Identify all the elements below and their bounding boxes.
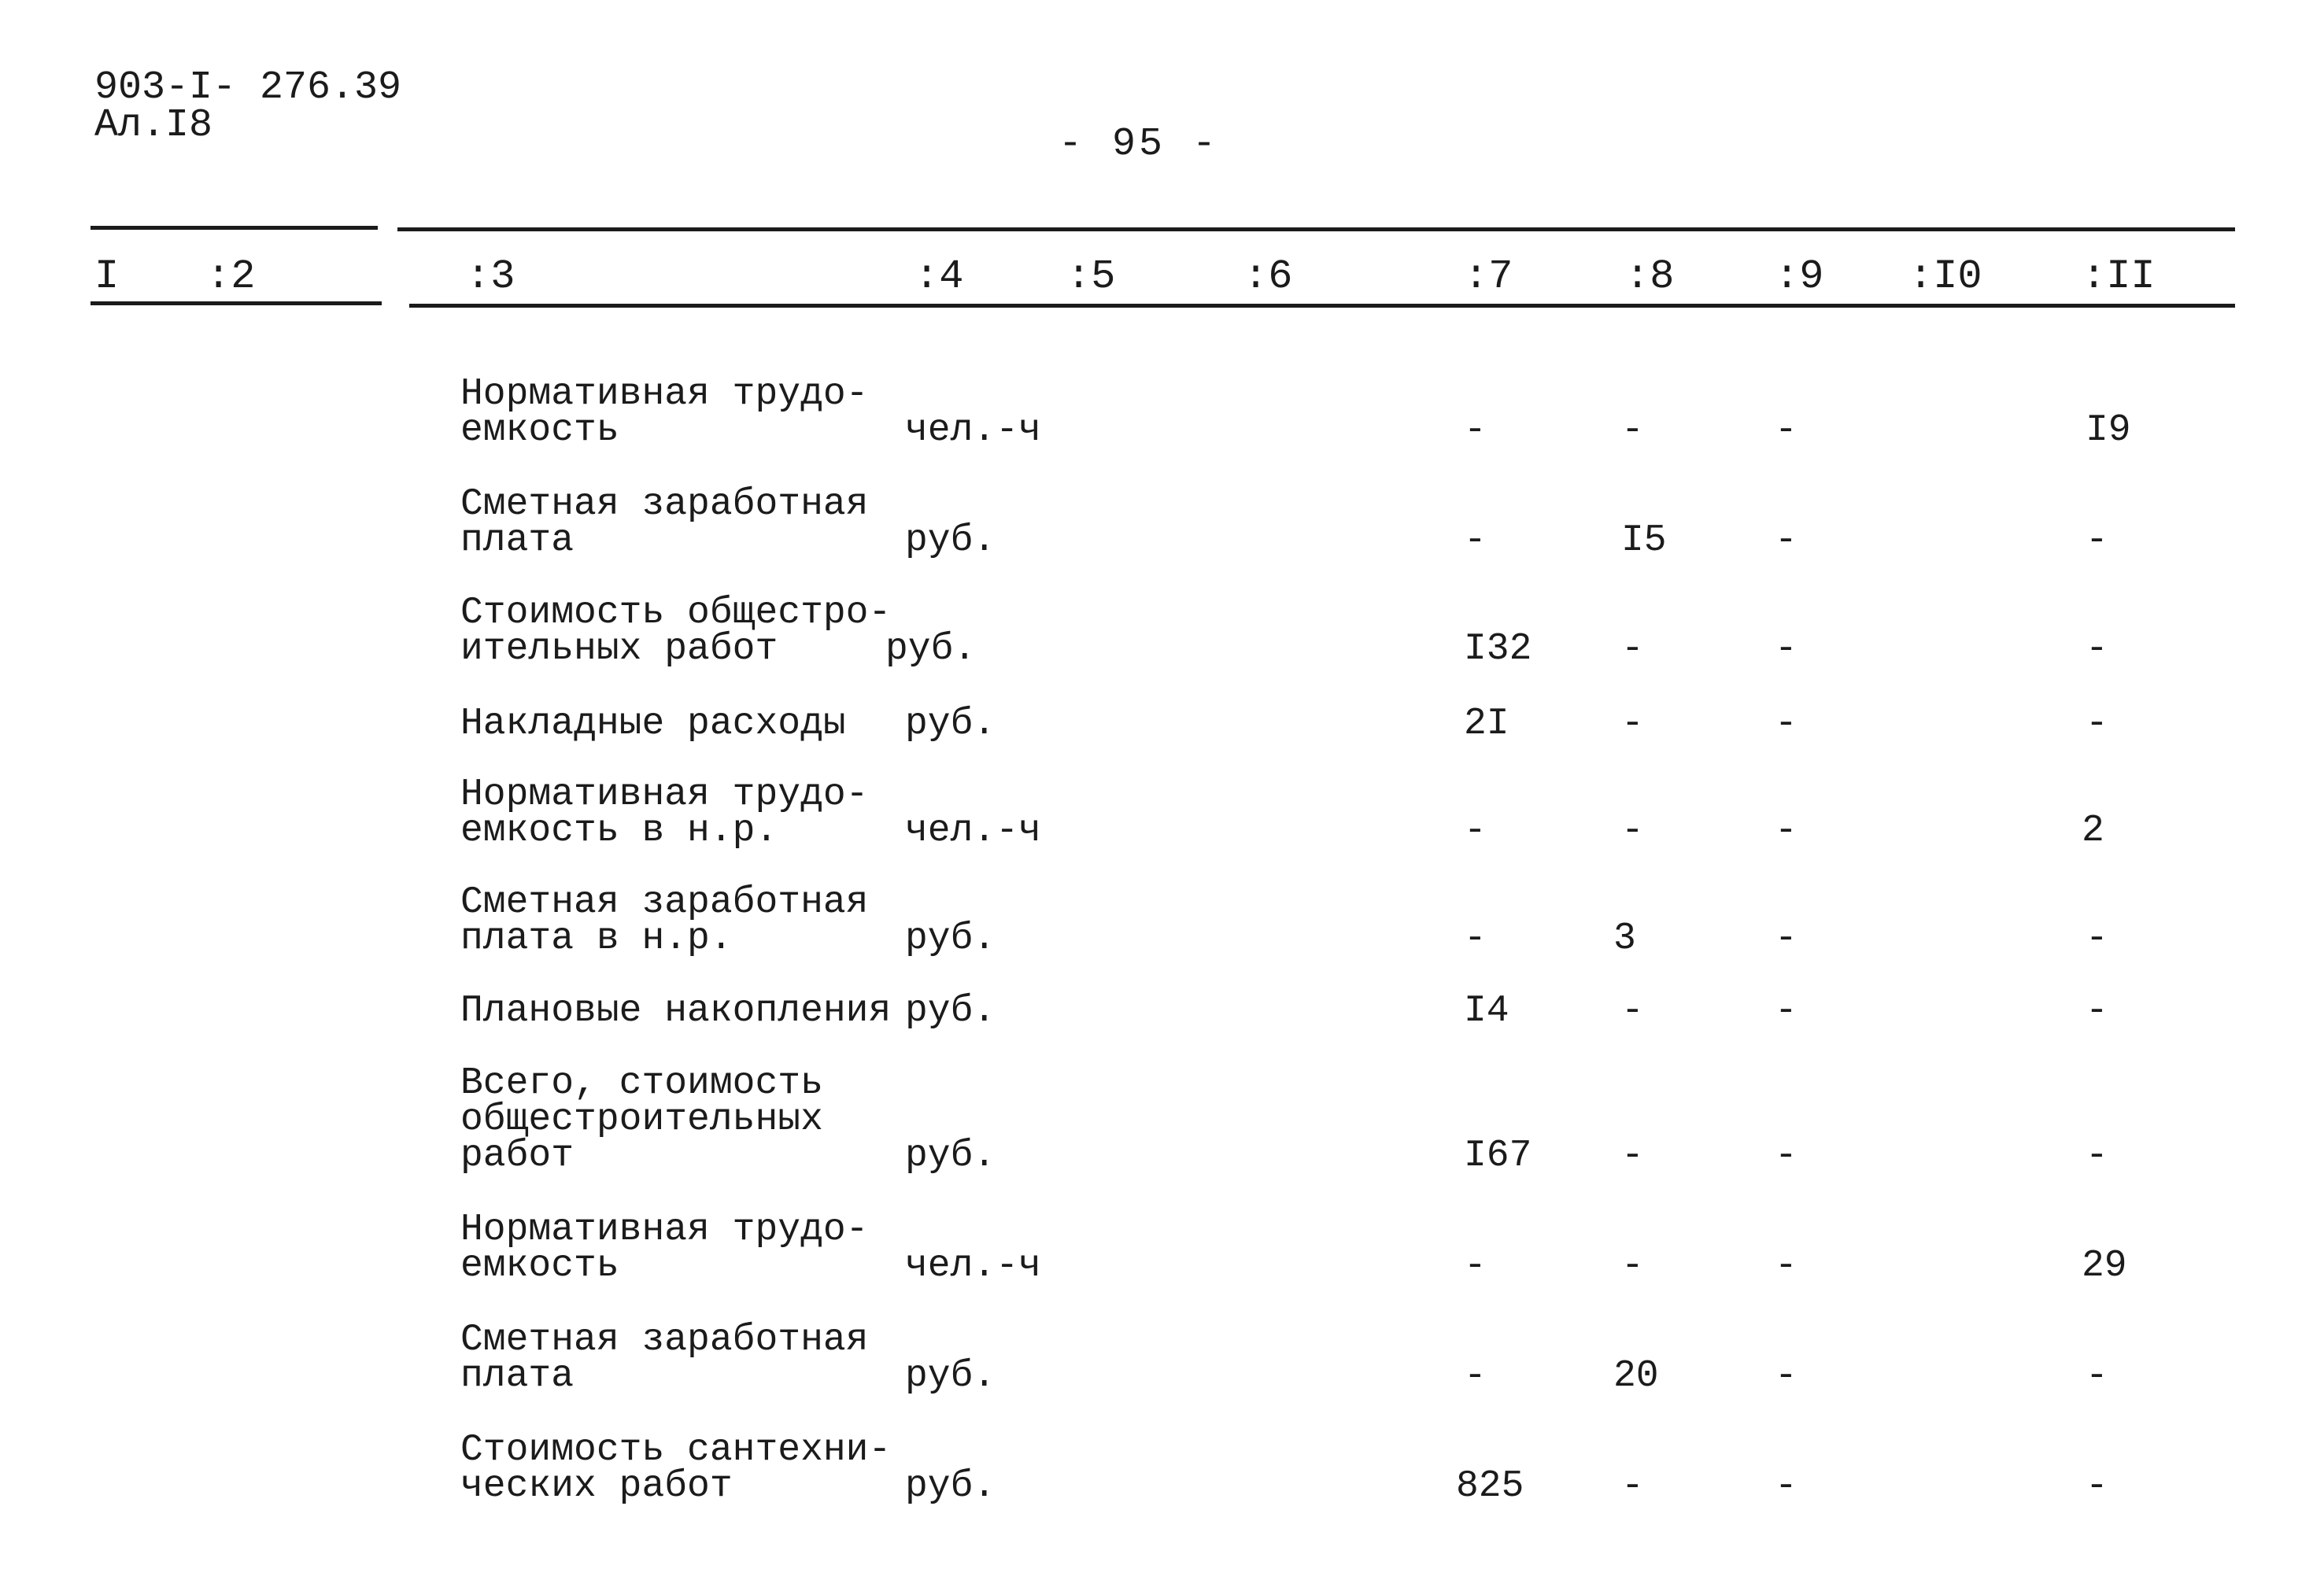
row-4-col7: 2I [1464, 703, 1509, 745]
row-2-col9: - [1775, 519, 1797, 562]
row-8-col8: - [1621, 1135, 1644, 1177]
row-6-unit: руб. [905, 917, 996, 960]
row-9-col9: - [1775, 1245, 1797, 1287]
col-header-11: :II [2082, 253, 2156, 300]
col-header-7: :7 [1464, 253, 1513, 300]
row-4-col8: - [1621, 703, 1644, 745]
col-header-4: :4 [914, 253, 964, 300]
row-11-description: Стоимость сантехни- ческих работ [460, 1429, 892, 1508]
row-7-unit: руб. [905, 990, 996, 1032]
row-2-description: Сметная заработная плата [460, 483, 869, 562]
row-5-col11: 2 [2082, 810, 2104, 852]
row-3-col7: I32 [1464, 628, 1532, 670]
row-9-description: Нормативная трудо- емкость [460, 1209, 869, 1287]
row-5-col7: - [1464, 810, 1487, 852]
row-4-description: Накладные расходы [460, 703, 846, 745]
col-header-6: :6 [1243, 253, 1293, 300]
row-10-description: Сметная заработная плата [460, 1319, 869, 1397]
row-2-col7: - [1464, 519, 1487, 562]
row-10-col7: - [1464, 1355, 1487, 1397]
row-1-col11: I9 [2086, 409, 2131, 452]
row-7-col7: I4 [1464, 990, 1509, 1032]
row-7-col9: - [1775, 990, 1797, 1032]
col-header-9: :9 [1775, 253, 1824, 300]
row-10-col11: - [2086, 1355, 2108, 1397]
row-7-description: Плановые накопления [460, 990, 892, 1032]
row-10-col8: 20 [1613, 1355, 1659, 1397]
row-5-col9: - [1775, 810, 1797, 852]
row-4-col9: - [1775, 703, 1797, 745]
row-5-unit: чел.-ч [905, 810, 1041, 852]
row-8-unit: руб. [905, 1135, 996, 1177]
header-top-rule-left [91, 226, 378, 230]
row-8-col9: - [1775, 1135, 1797, 1177]
row-7-col8: - [1621, 990, 1644, 1032]
row-3-col8: - [1621, 628, 1644, 670]
row-9-col11: 29 [2082, 1245, 2127, 1287]
row-2-unit: руб. [905, 519, 996, 562]
document-code [94, 65, 402, 148]
row-1-col7: - [1464, 409, 1487, 452]
row-6-col9: - [1775, 917, 1797, 960]
row-10-unit: руб. [905, 1355, 996, 1397]
row-2-col8: I5 [1621, 519, 1667, 562]
row-1-unit: чел.-ч [905, 409, 1041, 452]
row-10-col9: - [1775, 1355, 1797, 1397]
row-6-description: Сметная заработная плата в н.р. [460, 881, 869, 960]
row-3-col9: - [1775, 628, 1797, 670]
row-11-col8: - [1621, 1465, 1644, 1508]
row-9-col8: - [1621, 1245, 1644, 1287]
row-8-description: Всего, стоимость общестроительных работ [460, 1062, 823, 1177]
row-5-description: Нормативная трудо- емкость в н.р. [460, 773, 869, 852]
row-1-description: Нормативная трудо- емкость [460, 373, 869, 452]
row-4-unit: руб. [905, 703, 996, 745]
page-number: - 95 - [1059, 122, 1220, 167]
header-bottom-rule-left [91, 301, 382, 305]
row-3-col11: - [2086, 628, 2108, 670]
row-6-col7: - [1464, 917, 1487, 960]
col-header-3: :3 [466, 253, 515, 300]
col-header-8: :8 [1625, 253, 1675, 300]
row-11-col9: - [1775, 1465, 1797, 1508]
row-8-col11: - [2086, 1135, 2108, 1177]
row-11-unit: руб. [905, 1465, 996, 1508]
row-3-description: Стоимость общестро- ительных работ [460, 592, 892, 670]
col-header-1: I [94, 253, 120, 300]
row-4-col11: - [2086, 703, 2108, 745]
album-number: Ал.I8 [94, 103, 213, 148]
row-11-col11: - [2086, 1465, 2108, 1508]
document-number: 903-I- 276.39 [94, 65, 402, 110]
row-8-col7: I67 [1464, 1135, 1532, 1177]
row-9-unit: чел.-ч [905, 1245, 1041, 1287]
header-top-rule-right [397, 227, 2235, 231]
row-7-col11: - [2086, 990, 2108, 1032]
row-9-col7: - [1464, 1245, 1487, 1287]
row-3-unit: руб. [885, 628, 977, 670]
row-11-col7: 825 [1456, 1465, 1524, 1508]
row-6-col8: 3 [1613, 917, 1636, 960]
col-header-10: :I0 [1908, 253, 1982, 300]
row-2-col11: - [2086, 519, 2108, 562]
col-header-5: :5 [1066, 253, 1116, 300]
row-1-col8: - [1621, 409, 1644, 452]
row-5-col8: - [1621, 810, 1644, 852]
row-1-col9: - [1775, 409, 1797, 452]
col-header-2: :2 [206, 253, 256, 300]
header-bottom-rule-right [409, 304, 2235, 308]
row-6-col11: - [2086, 917, 2108, 960]
